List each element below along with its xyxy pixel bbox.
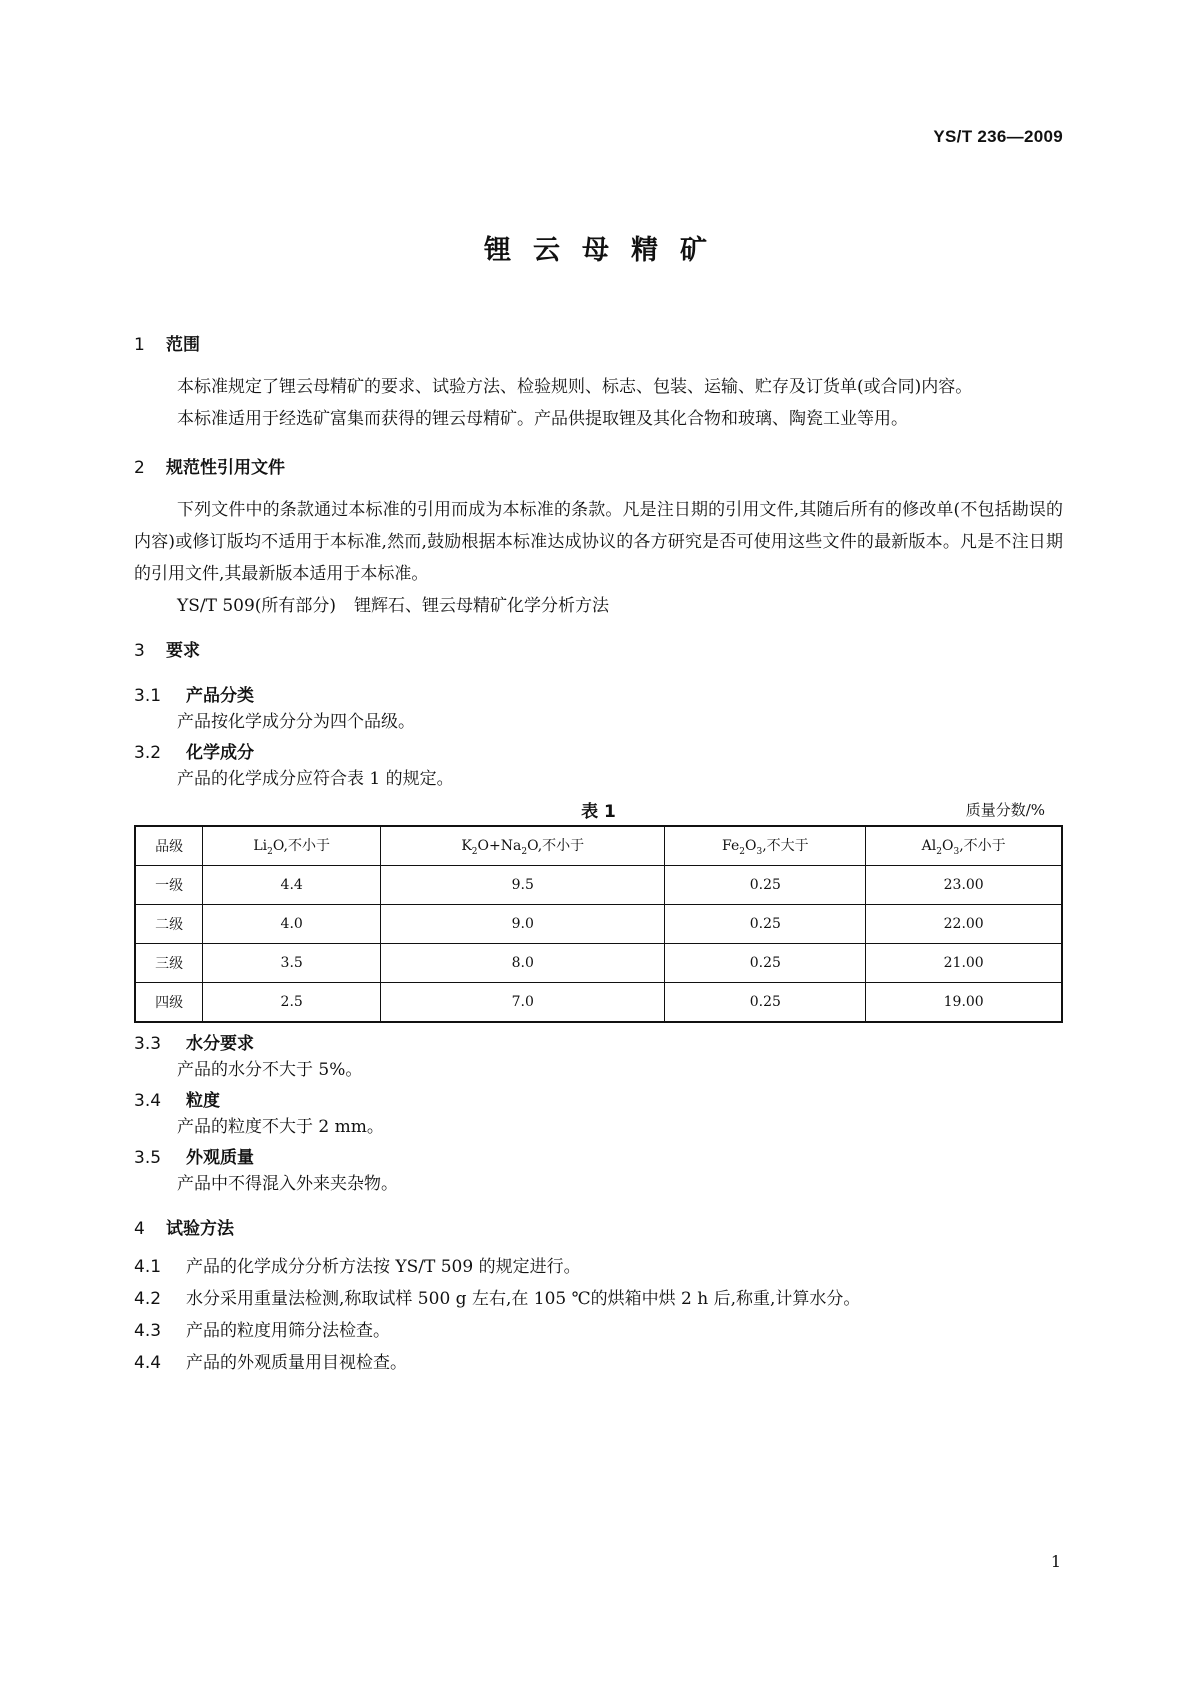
section-3-3-text: 产品的水分不大于 5%。: [177, 1060, 363, 1080]
normative-reference: YS/T 509(所有部分) 锂辉石、锂云母精矿化学分析方法: [177, 596, 610, 616]
section-3-5-heading: 3.5 外观质量: [134, 1148, 254, 1168]
header-k2o-na2o: $K_2O+Na_2O$,不小于: [381, 826, 665, 866]
page-number: 1: [1050, 1552, 1061, 1571]
section-3-2-text: 产品的化学成分应符合表 1 的规定。: [177, 769, 454, 789]
header-grade: 品级: [135, 826, 203, 866]
section-2-paragraph: 下列文件中的条款通过本标准的引用而成为本标准的条款。凡是注日期的引用文件,其随后所有的修改单(不包括勘误的内容)或修订版均不适用于本标准,然而,鼓励根据本标准达成协议的各方研究是否可使用这些文件的最新版本。凡是不注日期的引用文件,其最新版本适用于本标准。: [134, 500, 1063, 584]
section-3-2-heading: 3.2 化学成分: [134, 743, 254, 763]
table-row: 一级 4.4 9.5 0.25 23.00: [135, 866, 1062, 905]
header-li2o: $Li_2O$,不小于: [203, 826, 381, 866]
document-body: [134, 330, 1063, 1379]
table-1-caption-row: [134, 795, 1063, 825]
header-fe2o3: $Fe_2O_3$,不大于: [665, 826, 866, 866]
standard-code: YS/T 236—2009: [933, 127, 1063, 146]
section-3-1-heading: 3.1 产品分类: [134, 686, 254, 706]
table-row: 四级 2.5 7.0 0.25 19.00: [135, 983, 1062, 1023]
section-4-1: 4.1 产品的化学成分分析方法按 YS/T 509 的规定进行。: [134, 1257, 581, 1277]
section-4-heading: 4 试验方法: [134, 1219, 234, 1239]
document-title: 锂云母精矿: [484, 235, 729, 266]
table-1-caption: 表 1: [581, 802, 616, 822]
section-3-heading: 3 要求: [134, 641, 200, 661]
section-1-heading: 1 范围: [134, 335, 200, 355]
chemical-composition-table: [134, 825, 1063, 1023]
table-row: 二级 4.0 9.0 0.25 22.00: [135, 905, 1062, 944]
section-3-4-heading: 3.4 粒度: [134, 1091, 220, 1111]
section-4-4: 4.4 产品的外观质量用目视检查。: [134, 1353, 407, 1373]
section-2-heading: 2 规范性引用文件: [134, 458, 285, 478]
section-1-paragraph-2: 本标准适用于经选矿富集而获得的锂云母精矿。产品供提取锂及其化合物和玻璃、陶瓷工业等用。: [177, 409, 908, 429]
section-1-paragraph-1: 本标准规定了锂云母精矿的要求、试验方法、检验规则、标志、包装、运输、贮存及订货单(或合同)内容。: [177, 377, 973, 397]
section-4-2: 4.2 水分采用重量法检测,称取试样 500 g 左右,在 105 ℃的烘箱中烘 2 h 后,称重,计算水分。: [134, 1289, 861, 1309]
section-3-3-heading: 3.3 水分要求: [134, 1034, 254, 1054]
section-3-4-text: 产品的粒度不大于 2 mm。: [177, 1117, 384, 1137]
section-4-3: 4.3 产品的粒度用筛分法检查。: [134, 1321, 390, 1341]
table-row: 三级 3.5 8.0 0.25 21.00: [135, 944, 1062, 983]
table-header-row: [135, 826, 1062, 866]
section-3-1-text: 产品按化学成分分为四个品级。: [177, 712, 415, 732]
header-al2o3: $Al_2O_3$,不小于: [866, 826, 1062, 866]
table-1-unit: 质量分数/%: [965, 801, 1045, 819]
section-3-5-text: 产品中不得混入外来夹杂物。: [177, 1174, 398, 1194]
